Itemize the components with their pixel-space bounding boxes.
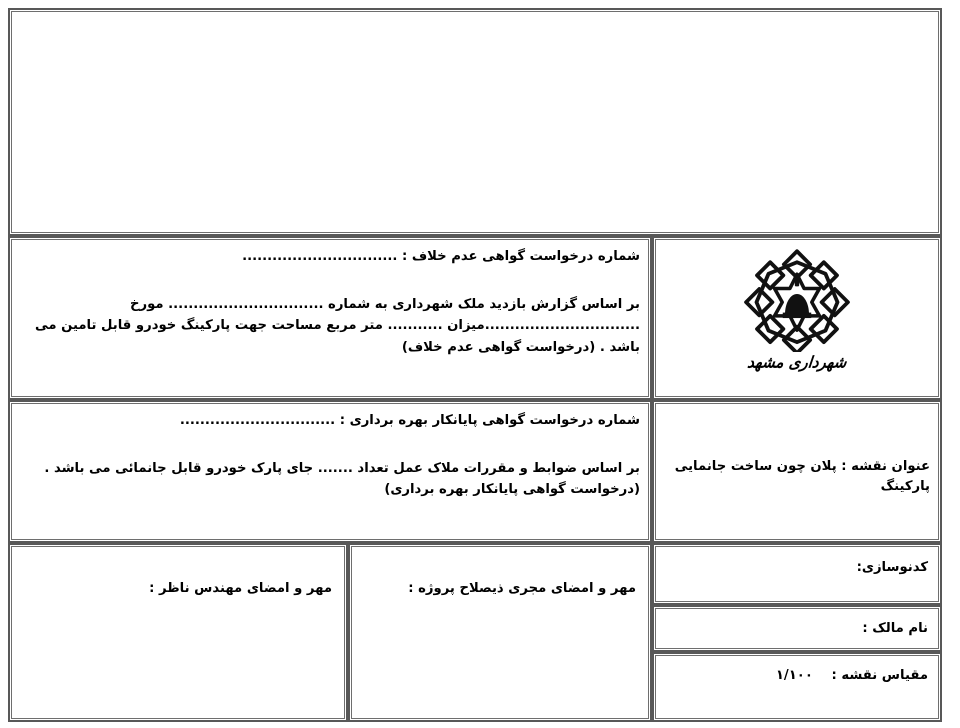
map-scale-row — [776, 668, 928, 683]
municipality-wordmark: شهرداری مشهد — [746, 352, 848, 372]
completion-statement-text: بر اساس ضوابط و مقررات ملاک عمل تعداد ....... جای پارک خودرو قابل جانمائی می باشد . (درخواست گواهی پایانکار بهره برداری) — [44, 461, 640, 498]
municipality-logo-cell — [652, 236, 942, 400]
map-scale-value: ۱/۱۰۰ — [775, 668, 813, 683]
renovation-code-label: کدنوسازی: — [856, 560, 928, 575]
owner-name-cell[interactable] — [652, 605, 942, 652]
plan-title-cell — [652, 400, 942, 543]
supervisor-signature-cell[interactable] — [8, 543, 348, 722]
completion-request-number-label: شماره درخواست گواهی پایانکار بهره برداری : ............................... — [179, 413, 640, 428]
no-violation-certificate-cell — [8, 236, 652, 400]
renovation-code-cell[interactable] — [652, 543, 942, 605]
mashhad-municipality-logo — [722, 248, 872, 392]
plan-title-label: عنوان نقشه : پلان چون ساخت جانمایی پارکینگ — [674, 459, 930, 494]
no-violation-statement-text: بر اساس گزارش بازدید ملک شهرداری به شماره ............................... مورخ ...............................میزان ........... متر مربع مساحت جهت پارکینگ خودرو قابل تامین می باشد . (درخواست گواهی عدم خلاف) — [35, 297, 640, 355]
map-scale-label: مقیاس نقشه : — [831, 668, 928, 683]
executor-signature-cell[interactable] — [348, 543, 652, 722]
completion-certificate-cell — [8, 400, 652, 543]
shrine-dome-glyph — [783, 275, 811, 318]
rosette-star-icon — [741, 248, 853, 352]
map-scale-cell[interactable] — [652, 652, 942, 722]
supervisor-signature-label: مهر و امضای مهندس ناظر : — [149, 581, 332, 596]
no-violation-request-number-label: شماره درخواست گواهی عدم خلاف : ............................... — [242, 249, 640, 264]
drawing-canvas-area[interactable] — [8, 8, 942, 236]
owner-name-label: نام مالک : — [862, 621, 928, 636]
executor-signature-label: مهر و امضای مجری ذیصلاح پروژه : — [408, 581, 636, 596]
